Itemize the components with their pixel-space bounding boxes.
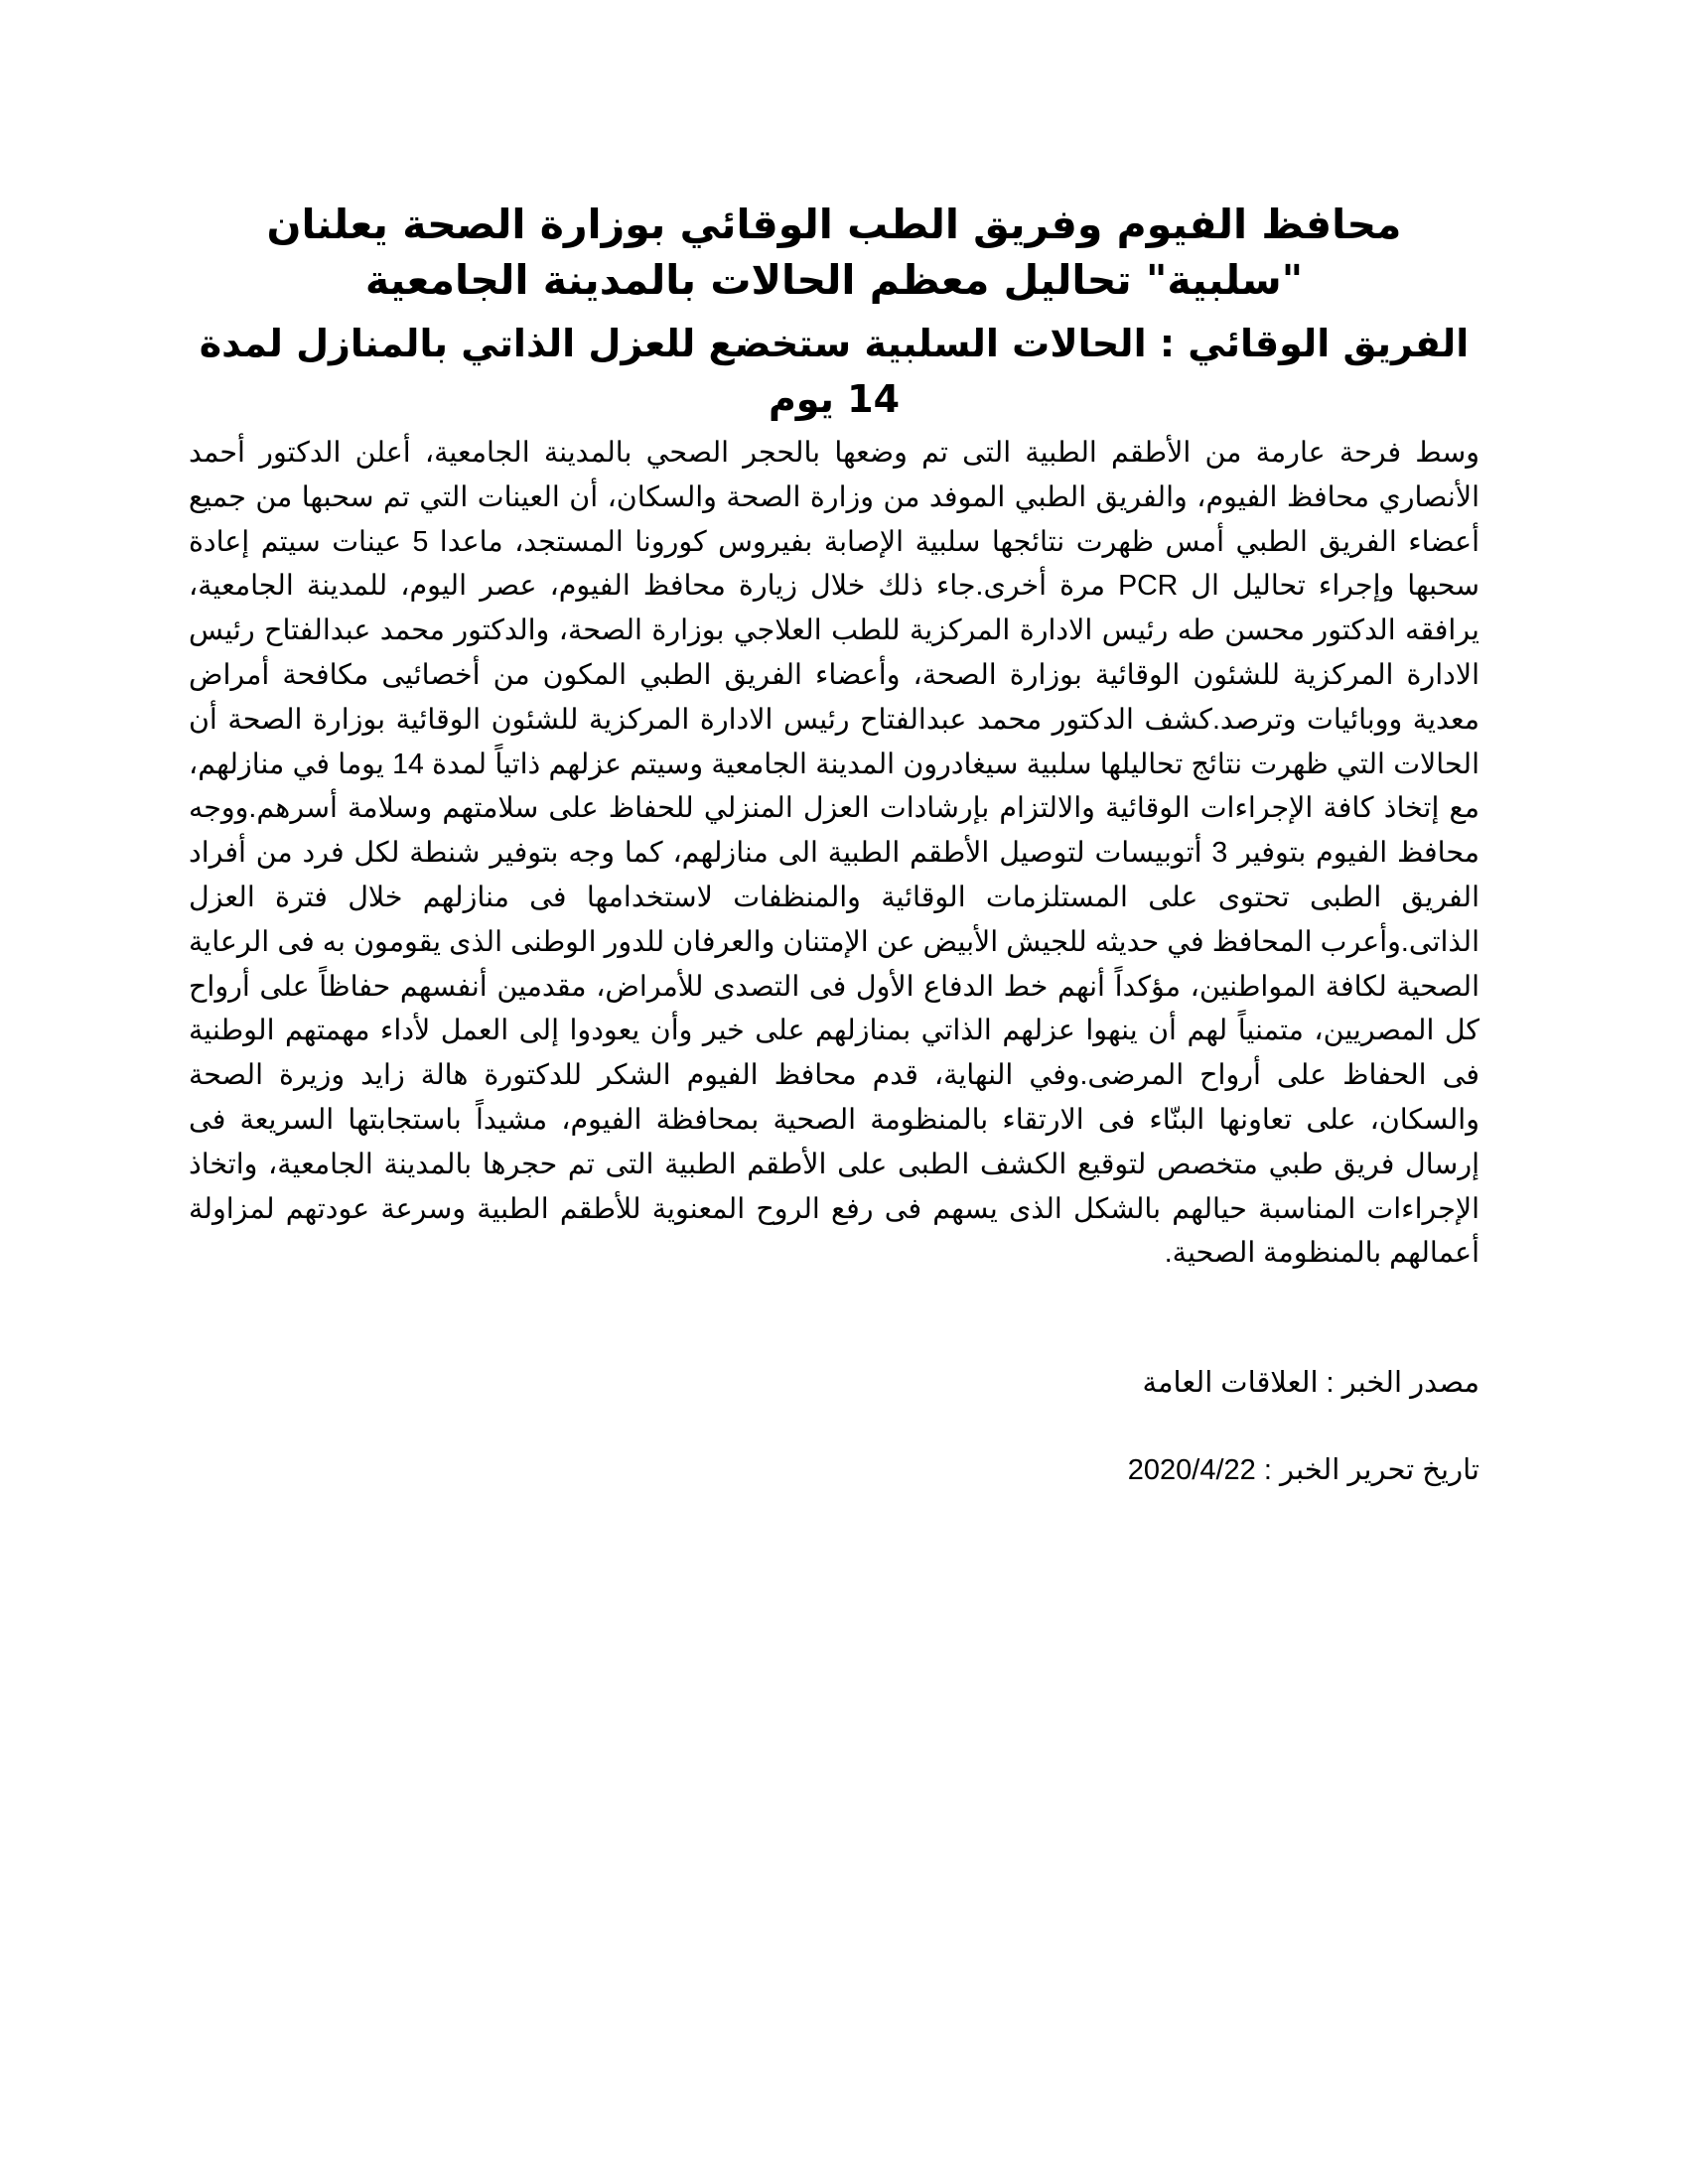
page-subtitle: الفريق الوقائي : الحالات السلبية ستخضع للعزل الذاتي بالمنازل لمدة 14 يوم <box>199 322 1470 421</box>
news-date: تاريخ تحرير الخبر : 2020/4/22 <box>1127 1454 1479 1486</box>
news-source: مصدر الخبر : العلاقات العامة <box>1142 1367 1479 1399</box>
page-title: محافظ الفيوم وفريق الطب الوقائي بوزارة الصحة يعلنان "سلبية" تحاليل معظم الحالات بالمدينة الجامعية <box>266 201 1402 304</box>
news-document <box>189 197 1480 1486</box>
article-body: وسط فرحة عارمة من الأطقم الطبية التى تم وضعها بالحجر الصحي بالمدينة الجامعية، أعلن الدكتور أحمد الأنصاري محافظ الفيوم، والفريق الطبي الموفد من وزارة الصحة والسكان، أن العينات التي تم سحبها من جميع أعضاء الفريق الطبي أمس ظهرت نتائجها سلبية الإصابة بفيروس كورونا المستجد، ماعدا 5 عينات سيتم إعادة سحبها وإجراء تحاليل ال PCR مرة أخرى.جاء ذلك خلال زيارة محافظ الفيوم، عصر اليوم، للمدينة الجامعية، يرافقه الدكتور محسن طه رئيس الادارة المركزية للطب العلاجي بوزارة الصحة، والدكتور محمد عبدالفتاح رئيس الادارة المركزية للشئون الوقائية بوزارة الصحة، وأعضاء الفريق الطبي المكون من أخصائيى مكافحة أمراض معدية ووبائيات وترصد.كشف الدكتور محمد عبدالفتاح رئيس الادارة المركزية للشئون الوقائية بوزارة الصحة أن الحالات التي ظهرت نتائج تحاليلها سلبية سيغادرون المدينة الجامعية وسيتم عزلهم ذاتياً لمدة 14 يوما في منازلهم، مع إتخاذ كافة الإجراءات الوقائية والالتزام بإرشادات العزل المنزلي للحفاظ على سلامتهم وسلامة أسرهم.ووجه محافظ الفيوم بتوفير 3 أتوبيسات لتوصيل الأطقم الطبية الى منازلهم، كما وجه بتوفير شنطة لكل فرد من أفراد الفريق الطبى تحتوى على المستلزمات الوقائية والمنظفات لاستخدامها فى منازلهم خلال فترة العزل الذاتى.وأعرب المحافظ في حديثه للجيش الأبيض عن الإمتنان والعرفان للدور الوطنى الذى يقومون به فى الرعاية الصحية لكافة المواطنين، مؤكداً أنهم خط الدفاع الأول فى التصدى للأمراض، مقدمين أنفسهم حفاظاً على أرواح كل المصريين، متمنياً لهم أن ينهوا عزلهم الذاتي بمنازلهم على خير وأن يعودوا إلى العمل لأداء مهمتهم الوطنية فى الحفاظ على أرواح المرضى.وفي النهاية، قدم محافظ الفيوم الشكر للدكتورة هالة زايد وزيرة الصحة والسكان، على تعاونها البنّاء فى الارتقاء بالمنظومة الصحية بمحافظة الفيوم، مشيداً باستجابتها السريعة فى إرسال فريق طبي متخصص لتوقيع الكشف الطبى على الأطقم الطبية التى تم حجرها بالمدينة الجامعية، واتخاذ الإجراءات المناسبة حيالهم بالشكل الذى يسهم فى رفع الروح المعنوية للأطقم الطبية وسرعة عودتهم لمزاولة أعمالهم بالمنظومة الصحية. <box>189 437 1480 1270</box>
